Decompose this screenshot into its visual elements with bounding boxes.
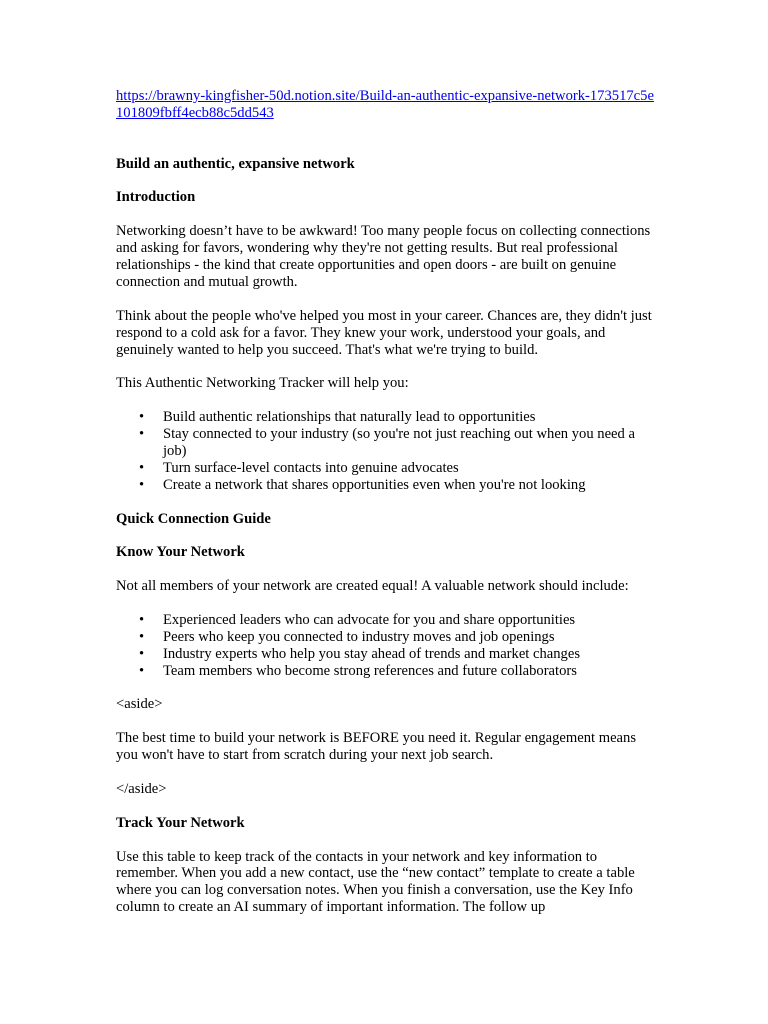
list-item: • Create a network that shares opportunities even when you're not looking <box>163 477 656 494</box>
list-item: • Team members who become strong references and future collaborators <box>163 663 656 680</box>
list-item: • Build authentic relationships that naturally lead to opportunities <box>163 409 656 426</box>
document-body <box>116 88 656 916</box>
notion-page-link[interactable]: https://brawny-kingfisher-50d.notion.site/Build-an-authentic-expansive-network-173517c5e101809fbff4ecb88c5dd543 <box>116 88 654 121</box>
intro-paragraph-3: This Authentic Networking Tracker will help you: <box>116 375 409 392</box>
document-title: Build an authentic, expansive network <box>116 155 355 172</box>
intro-bullet-list <box>116 409 656 494</box>
guide-subheading: Know Your Network <box>116 544 245 561</box>
list-item: • Industry experts who help you stay ahead of trends and market changes <box>163 646 656 663</box>
aside-text: The best time to build your network is BEFORE you need it. Regular engagement means you won't have to start from scratch during your next job search. <box>116 730 637 764</box>
aside-close-tag: </aside> <box>116 780 167 797</box>
guide-heading: Quick Connection Guide <box>116 510 271 527</box>
list-item: • Stay connected to your industry (so you're not just reaching out when you need a job) <box>163 426 656 460</box>
intro-paragraph-2: Think about the people who've helped you most in your career. Chances are, they didn't just respond to a cold ask for a favor. They knew your work, understood your goals, and genuinely wanted to help you succeed. That's what we're trying to build. <box>116 307 652 358</box>
list-item: • Experienced leaders who can advocate for you and share opportunities <box>163 612 656 629</box>
list-item: • Peers who keep you connected to industry moves and job openings <box>163 629 656 646</box>
aside-open-tag: <aside> <box>116 696 163 713</box>
list-item: • Turn surface-level contacts into genuine advocates <box>163 460 656 477</box>
track-heading: Track Your Network <box>116 814 245 831</box>
track-paragraph: Use this table to keep track of the contacts in your network and key information to remember. When you add a new contact, use the “new contact” template to create a table where you can log conversation notes. When you finish a conversation, use the Key Info column to create an AI summary of important information. The follow up <box>116 848 635 916</box>
intro-paragraph-1: Networking doesn’t have to be awkward! Too many people focus on collecting connections and asking for favors, wondering why they're not getting results. But real professional relationships - the kind that create opportunities and open doors - are built on genuine connection and mutual growth. <box>116 223 651 290</box>
intro-heading: Introduction <box>116 189 196 206</box>
guide-paragraph: Not all members of your network are created equal! A valuable network should include: <box>116 578 629 595</box>
guide-bullet-list <box>116 612 656 680</box>
